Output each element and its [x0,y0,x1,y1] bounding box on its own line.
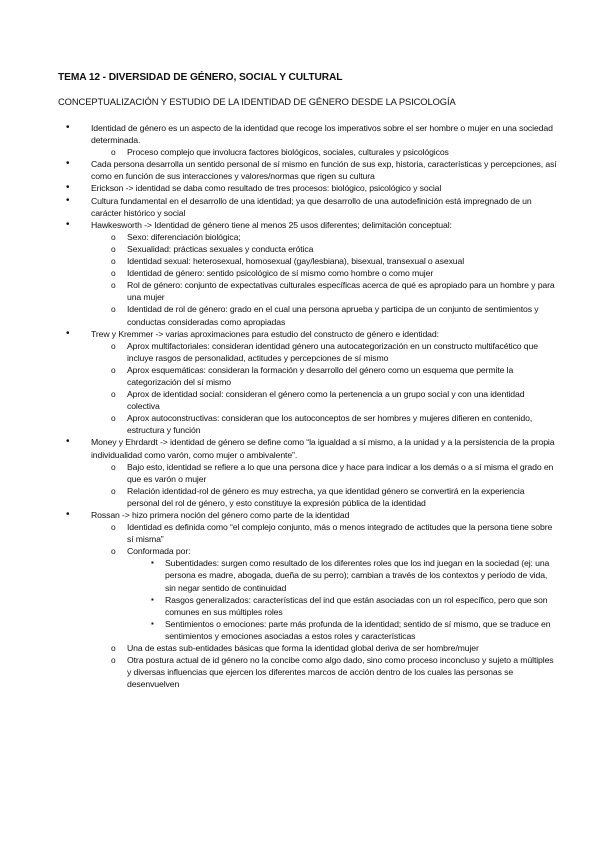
sub-bullet-item [91,303,559,327]
bullet-text: Hawkesworth -> Identidad de género tiene al menos 25 usos diferentes; delimitación conceptual: [91,219,452,230]
sub-bullet-item [91,267,559,279]
sub-bullet-item [91,364,559,388]
bullet-text: Conformada por: [127,546,191,557]
sub-bullet-item [91,255,559,267]
sub-bullet-item [91,243,559,255]
section-subtitle: CONCEPTUALIZACIÓN Y ESTUDIO DE LA IDENTIDAD DE GÉNERO DESDE LA PSICOLOGÍA [58,96,456,107]
bullet-text: Sexualidad: prácticas sexuales y conducta erótica [127,243,314,254]
bullet-text: Aprox de identidad social: consideran el género como la pertenencia a un grupo social y con una identidad colectiva [127,389,525,412]
sub-bullet-item [91,521,559,545]
nested-list [127,557,559,642]
sub-bullet-item [91,485,559,509]
bullet-text: Erickson -> identidad se daba como resultado de tres procesos: biológico, psicológico y social [91,183,442,194]
bullet-text: Rasgos generalizados: características del ind que están asociadas con un rol específico, pero que son comunes en sus múltiples roles [165,594,548,617]
bullet-item [58,436,559,509]
bullet-text: Rossan -> hizo primera noción del género como parte de la identidad [91,510,350,520]
sub-bullet-item [91,231,559,243]
bullet-text: Identidad de género es un aspecto de la identidad que recoge los imperativos sobre el ser hombre o mujer en una sociedad determinada. [91,123,553,146]
nested-list [91,231,559,328]
bullet-text: Identidad sexual: heterosexual, homosexual (gay/lesbiana), bisexual, transexual o asexual [127,256,465,267]
bullet-text: Sexo: diferenciación biológica; [127,231,241,242]
bullet-text: Sentimientos o emociones: parte más profunda de la identidad; sentido de sí mismo, que se traduce en sentimientos y emociones asociadas a estos roles y características [165,618,551,641]
bullet-text: Identidad de rol de género: grado en el cual una persona aprueba y participa de un conjunto de sentimientos y conductas consideradas como apropiadas [127,304,539,327]
sub-bullet-item [91,340,559,364]
bullet-text: Relación identidad-rol de género es muy estrecha, ya que identidad género se convertirá en la experiencia personal del rol de género, y esto constituye la expresión pública de la identidad [127,485,525,508]
bullet-item [58,182,559,194]
bullet-text: Aprox autoconstructivas: consideran que los autoconceptos de ser hombres y mujeres difieren en contenido, estructura y función [127,413,533,436]
bullet-text: Money y Ehrdardt -> identidad de género se define como “la igualdad a sí mismo, a la unidad y a la persistencia de la propia individualidad como varón, como mujer o ambivalente”. [91,437,555,460]
sub-bullet-item [91,412,559,436]
bullet-item [58,195,559,219]
bullet-list [58,122,559,690]
bullet-text: Otra postura actual de id género no la concibe como algo dado, sino como proceso inconcluso y sujeto a múltiples y diversas influencias que ejercen los diferentes marcos de acción dentro de los cuales las personas se desenvuelven [127,655,554,690]
bullet-item [58,158,559,182]
nested-list [91,340,559,437]
bullet-text: Proceso complejo que involucra factores biológicos, sociales, culturales y psicológicos [127,147,449,158]
document-title: TEMA 12 - DIVERSIDAD DE GÉNERO, SOCIAL Y CULTURAL [58,72,343,83]
bullet-text: Identidad de género: sentido psicológico de sí mismo como hombre o como mujer [127,268,434,279]
sub-sub-bullet-item [127,594,559,618]
bullet-item [58,122,559,158]
bullet-text: Aprox multifactoriales: consideran identidad género una autocategorización en un constructo multifacético que incluye rasgos de personalidad, actitudes y percepciones de sí mismo [127,340,538,363]
bullet-item [58,328,559,437]
sub-bullet-item [91,642,559,654]
bullet-item [58,219,559,328]
sub-bullet-item [91,461,559,485]
sub-bullet-item [91,654,559,690]
nested-list [91,461,559,509]
sub-bullet-item [91,388,559,412]
bullet-text: Identidad es definida como “el complejo conjunto, más o menos integrado de actitudes que la persona tiene sobre sí misma” [127,522,553,545]
bullet-item [58,509,559,690]
sub-bullet-item [91,545,559,642]
sub-sub-bullet-item [127,557,559,593]
bullet-text: Una de estas sub-entidades básicas que forma la identidad global deriva de ser hombre/mujer [127,643,479,654]
sub-bullet-item [91,146,559,158]
bullet-text: Rol de género: conjunto de expectativas culturales específicas acerca de qué es apropiado para un hombre y para una mujer [127,280,555,303]
bullet-text: Subentidades: surgen como resultado de los diferentes roles que los ind juegan en la sociedad (ej: una persona es madre, abogada, dueña de su perro); cambian a través de los contextos y periodo de vida, sin negar sentido de continuidad [165,558,550,593]
bullet-text: Trew y Kremmer -> varias aproximaciones para estudio del constructo de género e identidad: [91,328,439,339]
sub-bullet-item [91,279,559,303]
bullet-text: Cada persona desarrolla un sentido personal de sí mismo en función de sus exp, historia, características y percepciones, así como en función de sus interacciones y valores/normas que rigen su cultura [91,159,557,182]
nested-list [91,146,559,158]
bullet-text: Aprox esquemáticas: consideran la formación y desarrollo del género como un esquema que permite la categorización del sí mismo [127,364,514,387]
bullet-text: Cultura fundamental en el desarrollo de una identidad; ya que desarrollo de una autodefinición está impregnado de un carácter histórico y social [91,195,532,218]
nested-list [91,521,559,690]
bullet-text: Bajo esto, identidad se refiere a lo que una persona dice y hace para indicar a los demás o a sí misma el grado en que es varón o mujer [127,461,554,484]
sub-sub-bullet-item [127,618,559,642]
